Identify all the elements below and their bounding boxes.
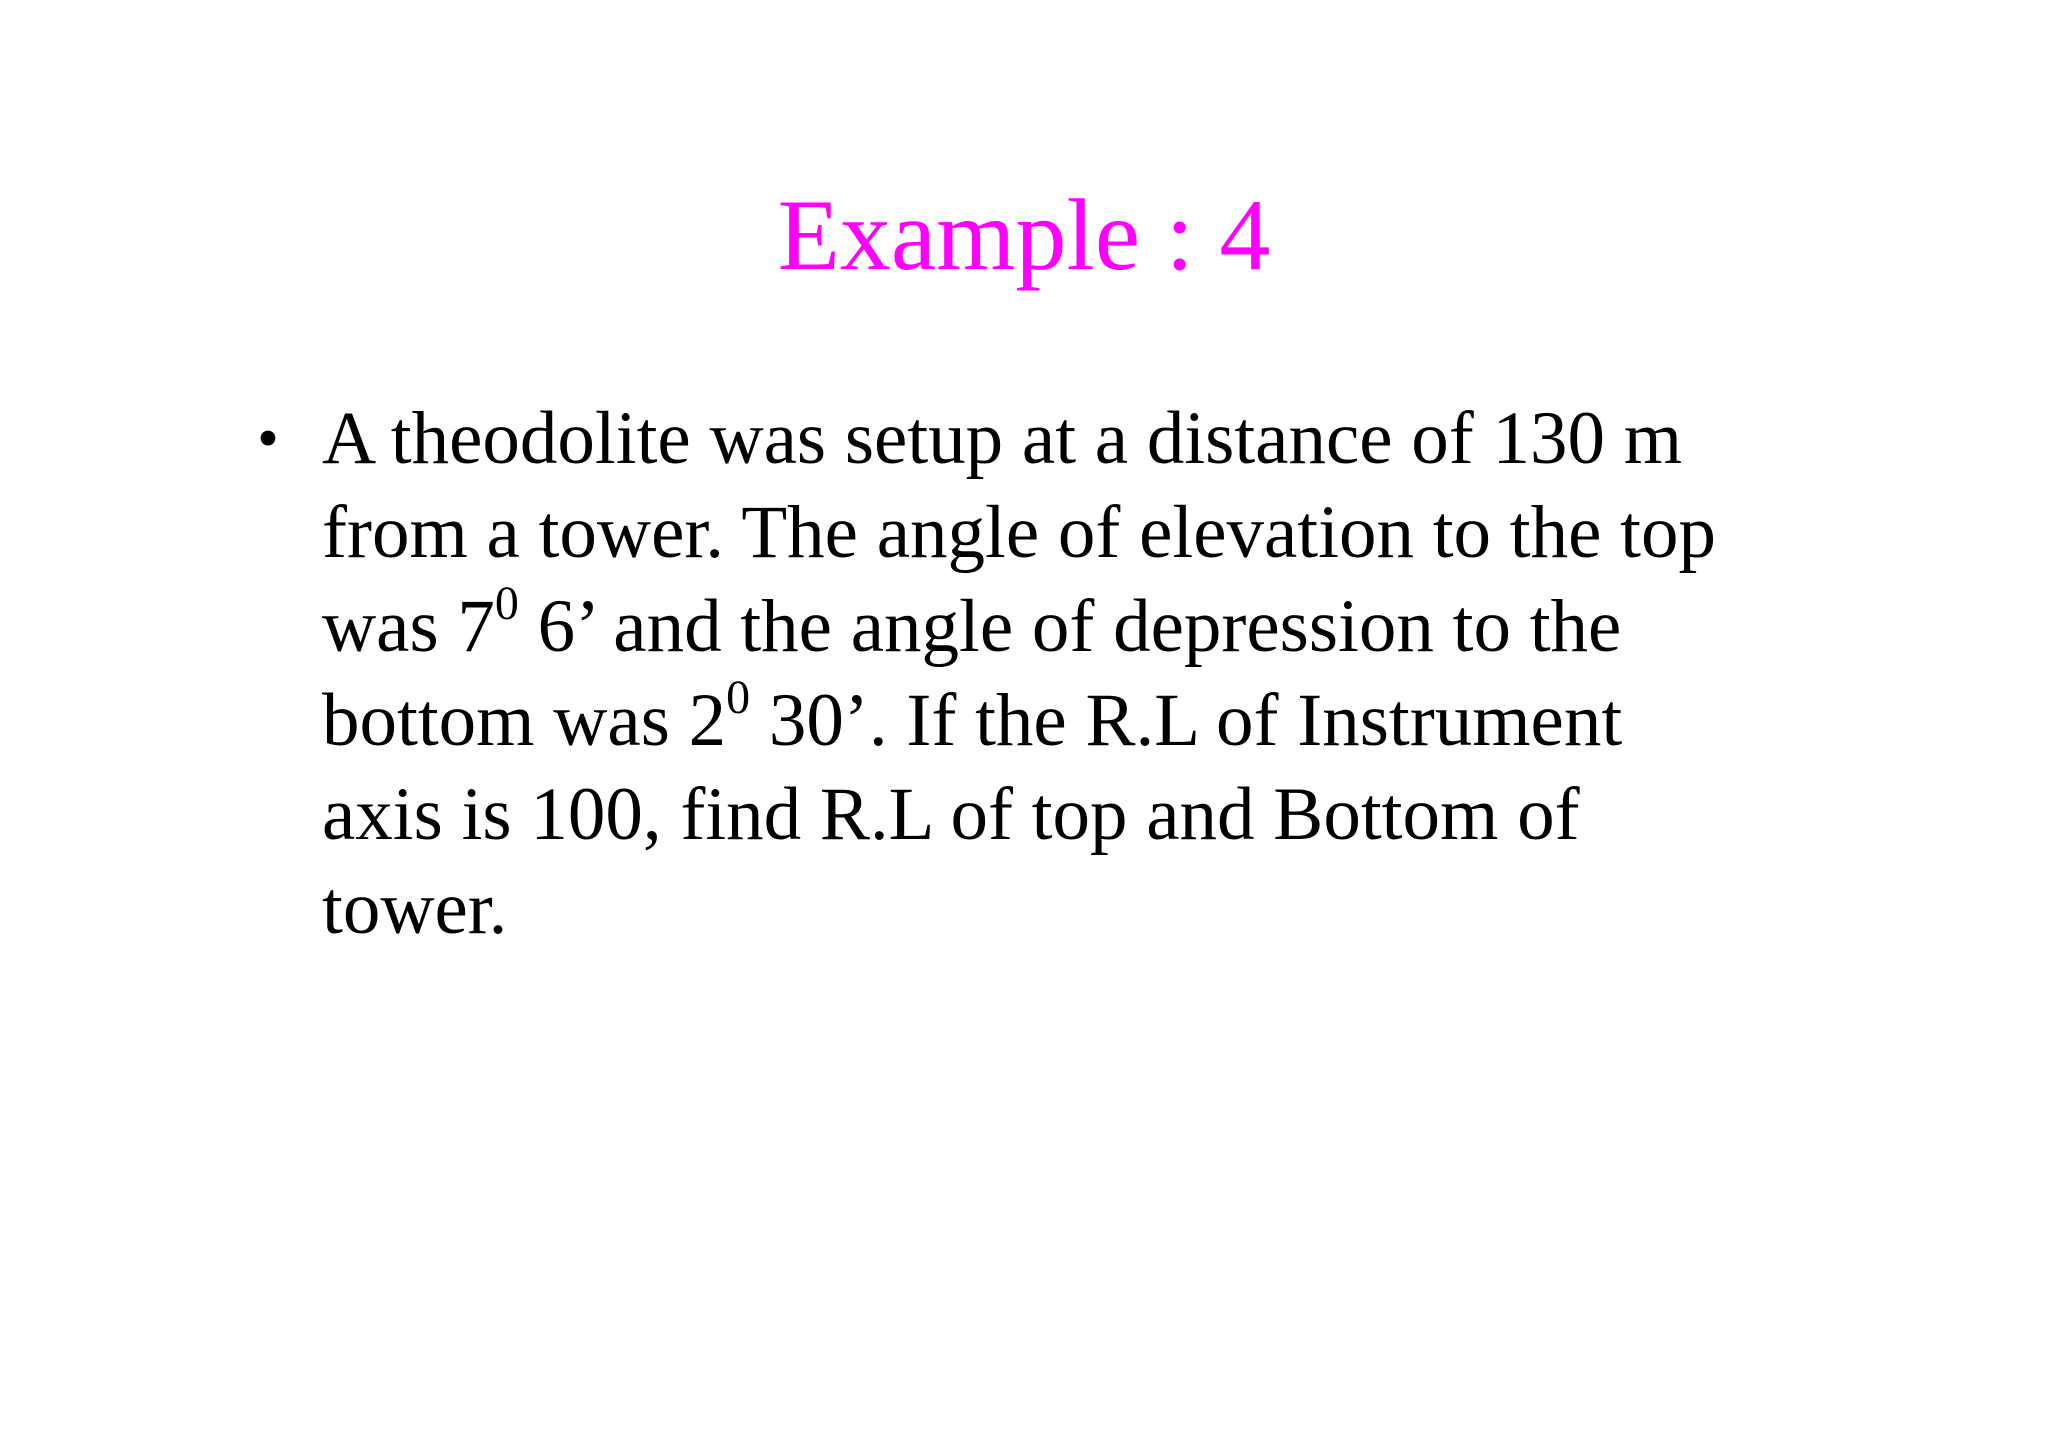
bullet-line-5: axis is 100, find R.L of top and Bottom of <box>322 773 1580 856</box>
bullet-line-1: A theodolite was setup at a distance of 130 m <box>322 397 1683 480</box>
bullet-item <box>248 392 1828 956</box>
degree-superscript: 0 <box>726 671 751 724</box>
bullet-line-6: tower. <box>322 867 508 950</box>
bullet-list <box>248 392 1828 956</box>
bullet-line-3 <box>322 577 1828 674</box>
line-3-text-b: 6’ and the angle of depression to the <box>518 585 1622 668</box>
line-4-text-b: 30’. If the R.L of Instrument <box>750 679 1623 762</box>
bullet-line-4 <box>322 671 1828 768</box>
degree-superscript: 0 <box>494 577 519 630</box>
line-4-text-a: bottom was 2 <box>322 679 727 762</box>
bullet-line-2: from a tower. The angle of elevation to the top <box>322 491 1717 574</box>
bullet-icon: • <box>257 405 279 473</box>
slide-title: Example : 4 <box>777 179 1271 292</box>
line-3-text-a: was 7 <box>322 585 495 668</box>
